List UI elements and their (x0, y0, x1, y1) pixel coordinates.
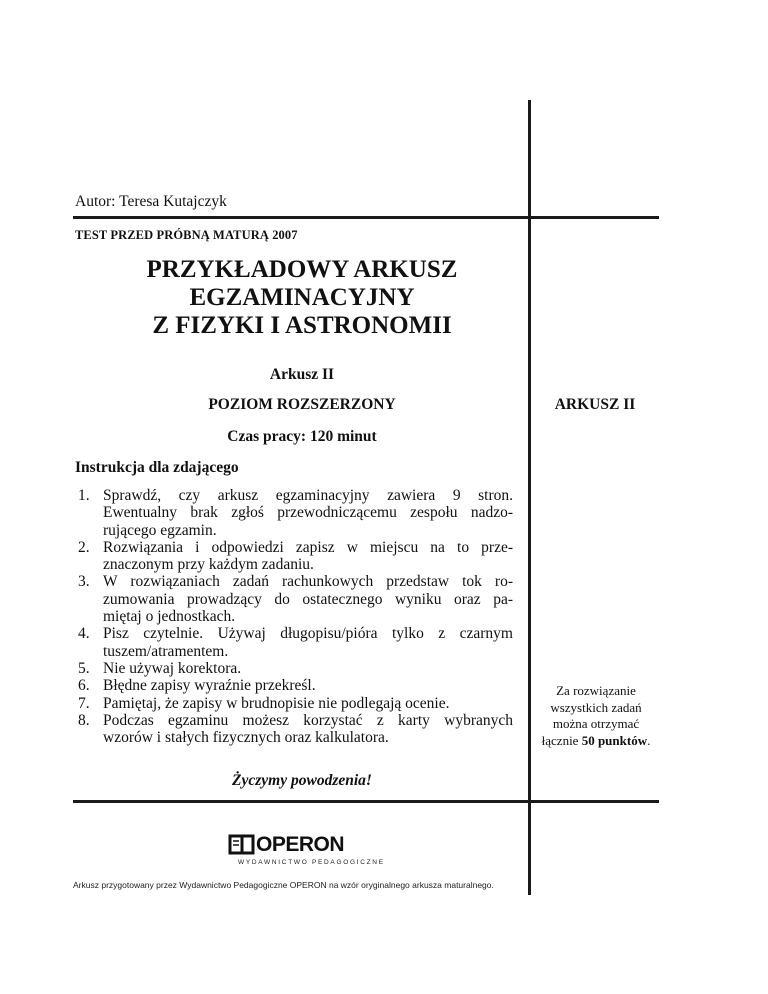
instruction-line: Nie używaj korektora. (103, 659, 242, 677)
points-line-1: Za rozwiązanie (556, 683, 636, 698)
logo-subtitle: WYDAWNICTWO PEDAGOGICZNE (238, 859, 385, 866)
book-icon (228, 834, 256, 856)
points-value: 50 punktów (581, 732, 648, 748)
instructions-list (73, 487, 513, 746)
good-luck-wish: Życzymy powodzenia! (232, 772, 372, 789)
instruction-line: tuszem/atramentem. (103, 642, 229, 660)
instruction-line: znaczonym przy każdym zadaniu. (103, 556, 314, 574)
points-line-4 (533, 733, 659, 750)
instructions-heading: Instrukcja dla zdającego (75, 459, 239, 476)
instruction-line: wzorów i stałych fizycznych oraz kalkulatora. (103, 729, 389, 747)
instruction-item (73, 573, 513, 625)
instruction-item (73, 712, 513, 747)
instruction-number: 2. (78, 538, 90, 556)
title-line-1: PRZYKŁADOWY ARKUSZ (146, 256, 458, 283)
instruction-number: 7. (78, 694, 90, 712)
title-line-2: EGZAMINACYJNY (189, 284, 415, 311)
title-line-3: Z FIZYKI I ASTRONOMII (152, 312, 452, 339)
instruction-line: zumowania prowadzący do ostatecznego wyniku oraz pa- (103, 590, 513, 608)
instruction-line: Rozwiązania i odpowiedzi zapisz w miejscu na to prze- (103, 538, 513, 556)
level-label: POZIOM ROZSZERZONY (208, 396, 396, 413)
instruction-item (73, 487, 513, 539)
instruction-item (73, 625, 513, 660)
points-prefix: łącznie (541, 732, 579, 748)
bottom-horizontal-rule (73, 800, 659, 803)
instruction-item (73, 677, 513, 694)
instruction-number: 6. (78, 677, 90, 695)
document-title (73, 256, 531, 340)
points-line-2: wszystkich zadań (550, 699, 642, 715)
instruction-number: 3. (78, 573, 90, 591)
instruction-number: 4. (78, 625, 90, 643)
instruction-number: 5. (78, 659, 90, 677)
instruction-number: 1. (78, 487, 90, 504)
instruction-item (73, 539, 513, 574)
logo-wordmark: OPERON (256, 833, 345, 856)
top-horizontal-rule (73, 216, 659, 219)
instruction-item (73, 660, 513, 677)
points-suffix: . (647, 732, 651, 748)
sheet-number: Arkusz II (269, 366, 335, 383)
points-line-3: można otrzymać (552, 716, 640, 731)
instruction-line: Pamiętaj, że zapisy w brudnopisie nie podlegają ocenie. (103, 694, 450, 712)
test-label: TEST PRZED PRÓBNĄ MATURĄ 2007 (75, 228, 298, 242)
instruction-line: Sprawdź, czy arkusz egzaminacyjny zawiera 9 stron. (103, 487, 513, 504)
instruction-line: Ewentualny brak zgłoś przewodniczącemu zespołu nadzo- (103, 504, 513, 522)
time-label: Czas pracy: 120 minut (227, 428, 377, 445)
operon-logo (228, 833, 385, 873)
instruction-line: miętaj o jednostkach. (103, 608, 236, 626)
instruction-number: 8. (78, 711, 90, 729)
instruction-line: Błędne zapisy wyraźnie przekreśl. (103, 677, 316, 695)
author-line: Autor: Teresa Kutajczyk (75, 193, 227, 210)
instruction-line: Pisz czytelnie. Używaj długopisu/pióra tylko z czarnym (103, 625, 513, 643)
points-info (533, 683, 659, 749)
instruction-line: Podczas egzaminu możesz korzystać z karty wybranych (103, 711, 513, 729)
instruction-line: rującego egzamin. (103, 521, 217, 539)
side-sheet-label: ARKUSZ II (554, 396, 636, 413)
instruction-line: W rozwiązaniach zadań rachunkowych przedstaw tok ro- (103, 573, 513, 591)
footer-note: Arkusz przygotowany przez Wydawnictwo Pedagogiczne OPERON na wzór oryginalnego arkusza maturalnego. (73, 880, 494, 890)
instruction-item (73, 695, 513, 712)
